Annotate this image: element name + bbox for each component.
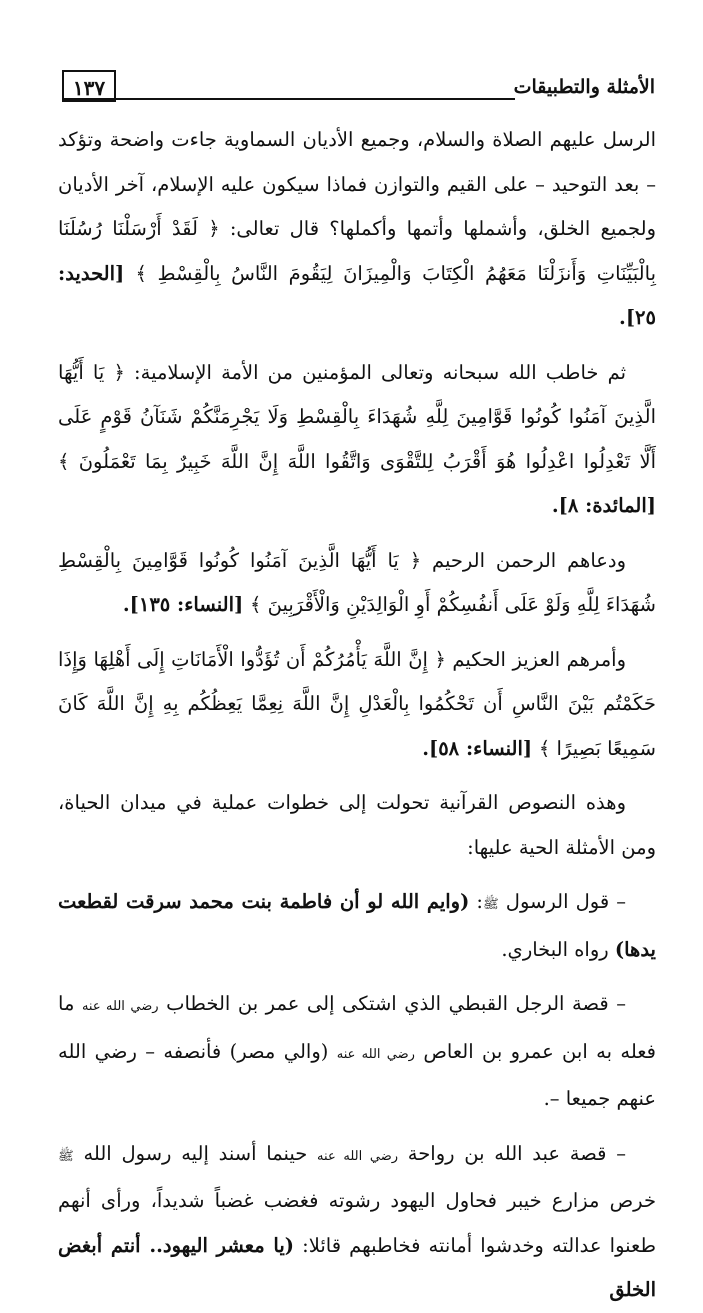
quran-quote: ﴿ إِنَّ اللَّهَ يَأْمُرُكُمْ أَن تُؤَدُّوا الْأَمَانَاتِ إِلَى أَهْلِهَا وَإِذَا حَكَمْتُم بَيْنَ النَّاسِ أَن تَحْكُمُوا بِالْعَدْلِ إِنَّ اللَّهَ نِعِمَّا يَعِظُكُم بِهِ إِنَّ اللَّهَ كَانَ سَمِيعًا بَصِيرًا ﴾: [58, 647, 656, 760]
header-rule: [116, 98, 515, 100]
paragraph: [58, 1132, 656, 1313]
text-run: – قول الرسول: [498, 890, 626, 913]
running-title: الأمثلة والتطبيقات: [513, 76, 655, 98]
text-run: (والي مصر) فأنصفه – رضي الله عنهم جميعا –.: [58, 1039, 656, 1110]
text-run: – قصة عبد الله بن رواحة: [398, 1141, 626, 1165]
page-header: [62, 70, 655, 106]
paragraph: [58, 781, 656, 870]
hadith-quote: (وايم الله لو أن فاطمة بنت محمد سرقت لقطعت يدها): [58, 890, 656, 961]
paragraph-gap: [58, 870, 656, 880]
text-run: خرص مزارع خيبر فحاول اليهود رشوته فغضب غضباً شديداً، ورأى أنهم طعنوا عدالته وخدشوا أمانته فخاطبهم قائلا:: [58, 1189, 656, 1257]
text-run: حينما أسند إليه رسول الله: [73, 1141, 318, 1165]
verse-reference: [الحديد: ٢٥].: [58, 261, 656, 329]
paragraph-gap: [58, 628, 656, 638]
body-text: [58, 118, 656, 1313]
text-run: ودعاهم الرحمن الرحيم: [421, 548, 627, 572]
verse-reference: [النساء: ١٣٥].: [122, 593, 251, 616]
text-run: وهذه النصوص القرآنية تحولت إلى خطوات عملية في ميدان الحياة، ومن الأمثلة الحية عليها:: [58, 791, 656, 859]
honorific-glyph: رضي الله عنه: [81, 999, 159, 1014]
honorific-glyph: رضي الله عنه: [317, 1148, 399, 1164]
text-run: ما فعله به ابن عمرو بن العاص: [58, 992, 656, 1063]
honorific-glyph: رضي الله عنه: [336, 1046, 415, 1062]
paragraph: [58, 638, 656, 772]
text-run: رواه البخاري.: [501, 937, 615, 961]
paragraph-gap: [58, 529, 656, 539]
quran-quote: ﴿ يَا أَيُّهَا الَّذِينَ آمَنُوا كُونُوا قَوَّامِينَ لِلَّهِ شُهَدَاءَ بِالْقِسْطِ وَلَا يَجْرِمَنَّكُمْ شَنَآنُ قَوْمٍ عَلَى أَلَّا تَعْدِلُوا اعْدِلُوا هُوَ أَقْرَبُ لِلتَّقْوَى وَاتَّقُوا اللَّهَ إِنَّ اللَّهَ خَبِيرٌ بِمَا تَعْمَلُونَ ﴾: [58, 360, 656, 473]
text-run: :: [469, 890, 483, 913]
quran-quote: ﴿ لَقَدْ أَرْسَلْنَا رُسُلَنَا بِالْبَيِّنَاتِ وَأَنزَلْنَا مَعَهُمُ الْكِتَابَ وَالْمِيزَانَ لِيَقُومَ النَّاسُ بِالْقِسْطِ ﴾: [58, 217, 656, 285]
text-run: الرسل عليهم الصلاة والسلام، وجميع الأديان السماوية جاءت واضحة وتؤكد – بعد التوحيد – على القيم والتوازن فماذا سيكون عليه الإسلام، آخر الأديان ولجميع الخلق، وأشملها وأتمها وأكملها؟ قال تعالى:: [58, 128, 656, 240]
paragraph-gap: [58, 972, 656, 982]
quote-text: (يا معشر اليهود.. أنتم أبغض الخلق: [58, 1233, 656, 1301]
verse-reference: [النساء: ٥٨].: [422, 736, 539, 760]
paragraph: [58, 351, 656, 529]
text-run: – قصة الرجل القبطي الذي اشتكى إلى عمر بن الخطاب: [158, 992, 626, 1015]
paragraph: [58, 539, 656, 628]
verse-reference: [المائدة: ٨].: [551, 494, 656, 517]
quran-quote: ﴿ يَا أَيُّهَا الَّذِينَ آمَنُوا كُونُوا قَوَّامِينَ بِالْقِسْطِ شُهَدَاءَ لِلَّهِ وَلَوْ عَلَى أَنفُسِكُمْ أَوِ الْوَالِدَيْنِ وَالْأَقْرَبِينَ ﴾: [58, 548, 656, 616]
text-run: وأمرهم العزيز الحكيم: [445, 647, 626, 671]
paragraph-gap: [58, 341, 656, 351]
text-run: ثم خاطب الله سبحانه وتعالى المؤمنين من الأمة الإسلامية:: [124, 360, 626, 384]
page-number: ١٣٧: [62, 70, 116, 102]
salawat-glyph: ﷺ: [483, 897, 499, 912]
paragraph-gap: [58, 771, 656, 781]
salawat-glyph: ﷺ: [58, 1148, 74, 1164]
paragraph: [58, 982, 656, 1122]
paragraph: [58, 880, 656, 972]
paragraph: [58, 118, 656, 341]
paragraph-gap: [58, 1122, 656, 1132]
